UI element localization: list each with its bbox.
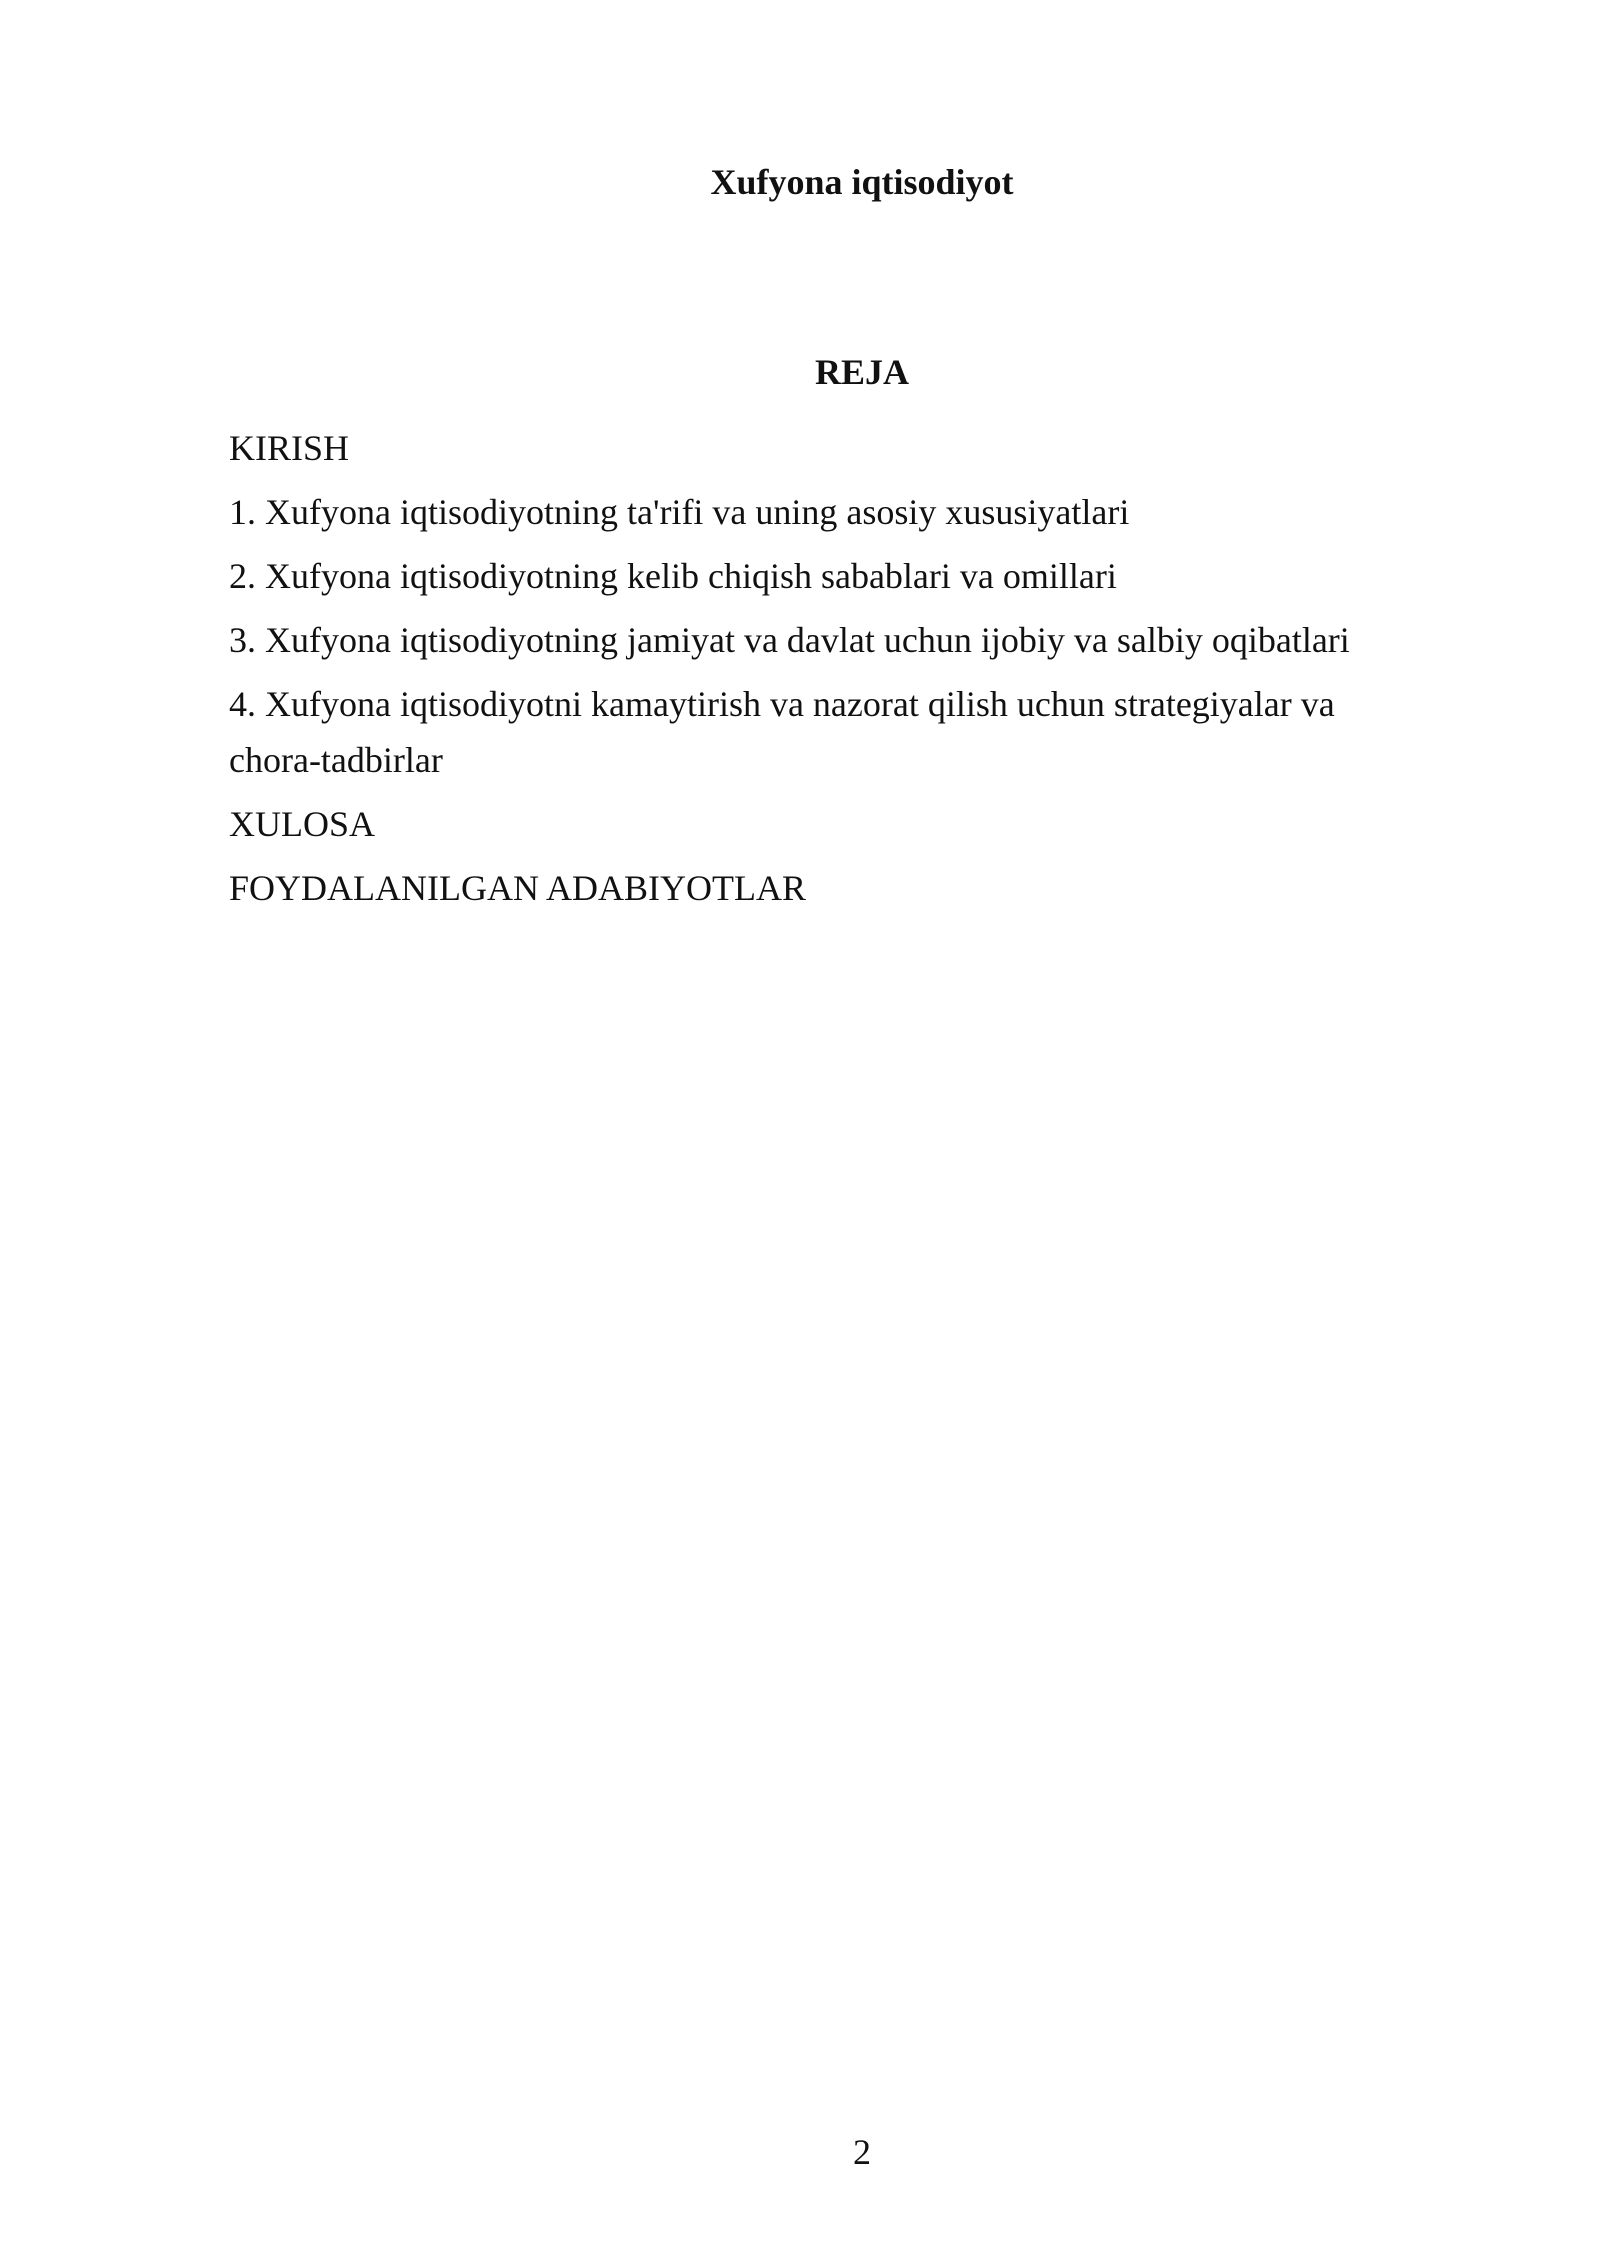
plan-heading: REJA xyxy=(814,352,909,392)
plan-item-conclusion: XULOSA xyxy=(229,804,376,844)
page-number: 2 xyxy=(853,2132,871,2172)
plan-item-2: 2. Xufyona iqtisodiyotning kelib chiqish sabablari va omillari xyxy=(229,556,1117,596)
plan-item-4: 4. Xufyona iqtisodiyotni kamaytirish va nazorat qilish uchun strategiyalar va chora-tadbirlar xyxy=(229,684,1335,780)
plan-item-1: 1. Xufyona iqtisodiyotning ta'rifi va uning asosiy xususiyatlari xyxy=(229,492,1130,532)
plan-item-intro: KIRISH xyxy=(229,428,350,468)
plan-item-references: FOYDALANILGAN ADABIYOTLAR xyxy=(229,868,806,908)
document-title: Xufyona iqtisodiyot xyxy=(710,162,1014,202)
plan-item-3: 3. Xufyona iqtisodiyotning jamiyat va davlat uchun ijobiy va salbiy oqibatlari xyxy=(229,620,1350,660)
plan-list xyxy=(229,420,1429,924)
